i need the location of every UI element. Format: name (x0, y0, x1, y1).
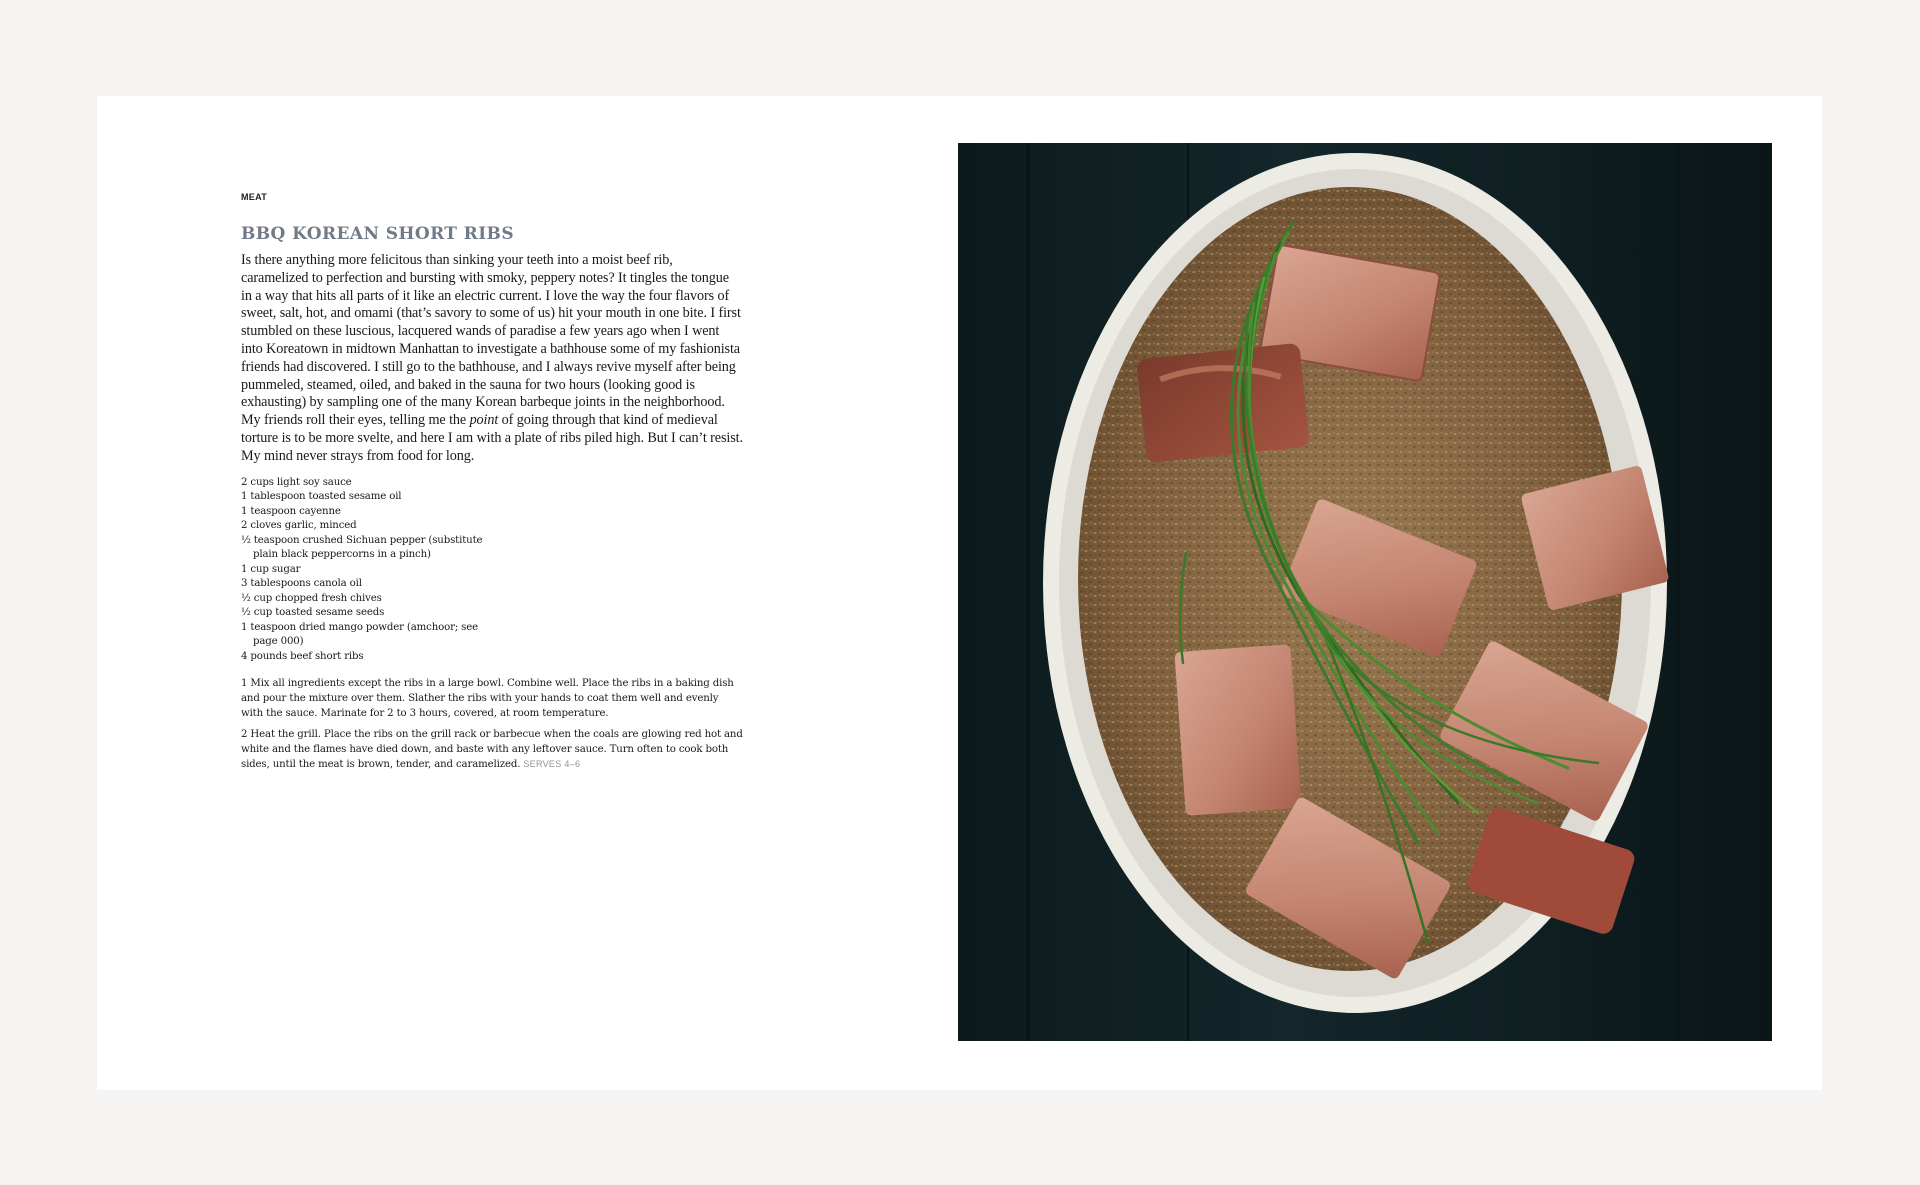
intro-emphasis: point (469, 412, 499, 429)
recipe-text-column (241, 192, 743, 778)
recipe-intro (241, 252, 743, 466)
ingredient-list (241, 476, 743, 665)
ingredient-item: 1 teaspoon cayenne (241, 505, 341, 517)
ingredient-item: 3 tablespoons canola oil (241, 578, 362, 590)
ingredient-item: 1 teaspoon dried mango powder (amchoor; see (241, 621, 479, 633)
ingredient-item: 4 pounds beef short ribs (241, 650, 364, 662)
ingredient-item-continued: plain black peppercorns in a pinch) (253, 549, 431, 561)
ingredient-item: 1 tablespoon toasted sesame oil (241, 491, 402, 503)
ingredient-item: 2 cloves garlic, minced (241, 520, 357, 532)
serves-note: SERVES 4–6 (523, 759, 581, 770)
short-ribs-photo-illustration (958, 143, 1772, 1041)
ingredient-item: 2 cups light soy sauce (241, 476, 352, 488)
ingredient-item: ½ teaspoon crushed Sichuan pepper (substitute (241, 534, 483, 546)
method-step-2-text: 2 Heat the grill. Place the ribs on the grill rack or barbecue when the coals are glowing red hot and white and the flames have died down, and baste with any leftover sauce. Turn often to cook both sides, until the meat is brown, tender, and caramelized. (241, 729, 743, 771)
ingredient-item: ½ cup chopped fresh chives (241, 592, 382, 604)
section-label: MEAT (241, 192, 268, 202)
intro-text-b: of going through that kind of medieval torture is to be more svelte, and here I am with a plate of ribs piled high. But I can’t resist. My mind never strays from food for long. (241, 412, 743, 464)
ingredient-item: ½ cup toasted sesame seeds (241, 607, 385, 619)
method-step-2 (241, 727, 743, 772)
ingredient-item-continued: page 000) (253, 636, 304, 648)
recipe-photo (958, 143, 1772, 1041)
book-spread (97, 96, 1822, 1090)
ingredient-item: 1 cup sugar (241, 563, 301, 575)
method-step-1: 1 Mix all ingredients except the ribs in a large bowl. Combine well. Place the ribs in a baking dish and pour the mixture over them. Slather the ribs with your hands to coat them well and evenly with the sauce. Marinate for 2 to 3 hours, covered, at room temperature. (241, 678, 734, 720)
recipe-title: BBQ KOREAN SHORT RIBS (241, 224, 514, 244)
intro-text-a: Is there anything more felicitous than sinking your teeth into a moist beef rib, caramelized to perfection and bursting with smoky, peppery notes? It tingles the tongue in a way that hits all parts of it like an electric current. I love the way the four flavors of sweet, salt, hot, and omami (that’s savory to some of us) hit your mouth in one bite. I first stumbled on these luscious, lacquered wands of paradise a few years ago when I went into Koreatown in midtown Manhattan to investigate a bathhouse some of my fashionista friends had discovered. I still go to the bathhouse, and I always revive myself after being pummeled, steamed, oiled, and baked in the sauna for two hours (looking good is exhausting) by sampling one of the many Korean barbeque joints in the neighborhood. My friends roll their eyes, telling me the (241, 252, 741, 429)
